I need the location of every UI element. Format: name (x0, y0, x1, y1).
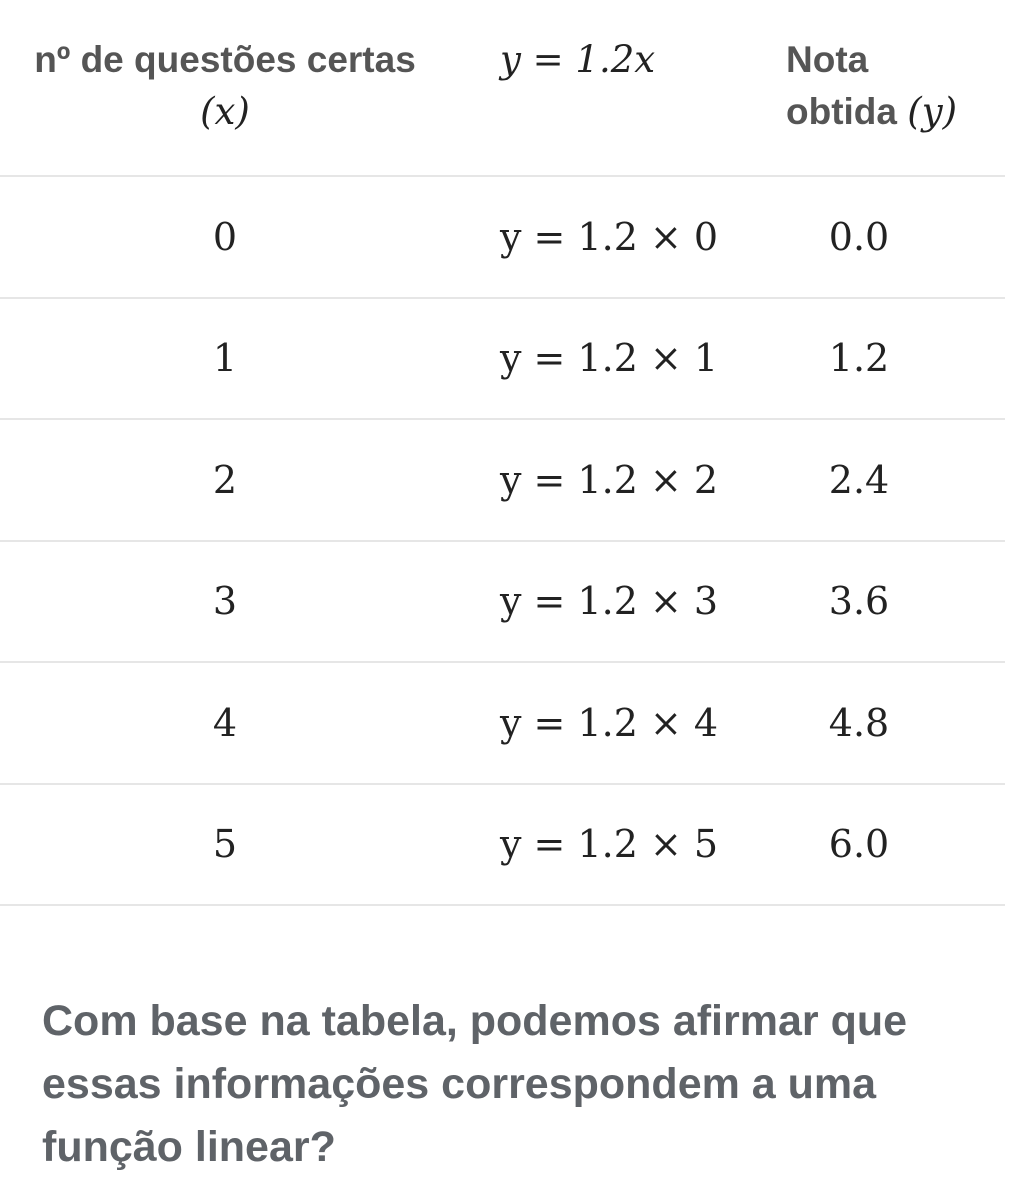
cell-y: 0.0 (828, 214, 890, 259)
cell-y: 2.4 (828, 457, 890, 502)
table-row (0, 299, 1005, 421)
cell-x: 5 (212, 822, 238, 867)
table-row (0, 785, 1005, 907)
header-y-variable: (y) (907, 90, 958, 133)
cell-formula: y = 1.2 × 4 (500, 700, 719, 745)
cell-y: 3.6 (828, 579, 890, 624)
header-correct-answers-label: nº de questões certas (34, 39, 416, 80)
cell-x: 1 (212, 336, 238, 381)
cell-formula: y = 1.2 × 2 (500, 457, 719, 502)
table-row (0, 177, 1005, 299)
cell-x: 0 (212, 214, 238, 259)
cell-formula: y = 1.2 × 3 (500, 579, 719, 624)
cell-x: 4 (212, 700, 238, 745)
header-grade-label-line2-wrap (786, 86, 957, 138)
cell-formula: y = 1.2 × 0 (500, 214, 719, 259)
cell-y: 1.2 (828, 336, 890, 381)
header-correct-answers (20, 34, 430, 138)
header-grade (786, 34, 957, 138)
header-x-variable: (x) (200, 90, 250, 133)
cell-formula: y = 1.2 × 1 (500, 336, 719, 381)
cell-y: 6.0 (828, 822, 890, 867)
question-text: Com base na tabela, podemos afirmar que essas informações correspondem a uma função linear? (42, 997, 908, 1171)
table-row (0, 542, 1005, 664)
cell-x: 3 (212, 579, 238, 624)
header-formula: y = 1.2x (500, 38, 656, 81)
table-row (0, 420, 1005, 542)
header-grade-label-line2: obtida (786, 91, 897, 132)
cell-y: 4.8 (828, 700, 890, 745)
cell-formula: y = 1.2 × 5 (500, 822, 719, 867)
cell-x: 2 (212, 457, 238, 502)
table-row (0, 663, 1005, 785)
table-header (0, 0, 1005, 177)
header-grade-label-line1: Nota (786, 39, 869, 80)
